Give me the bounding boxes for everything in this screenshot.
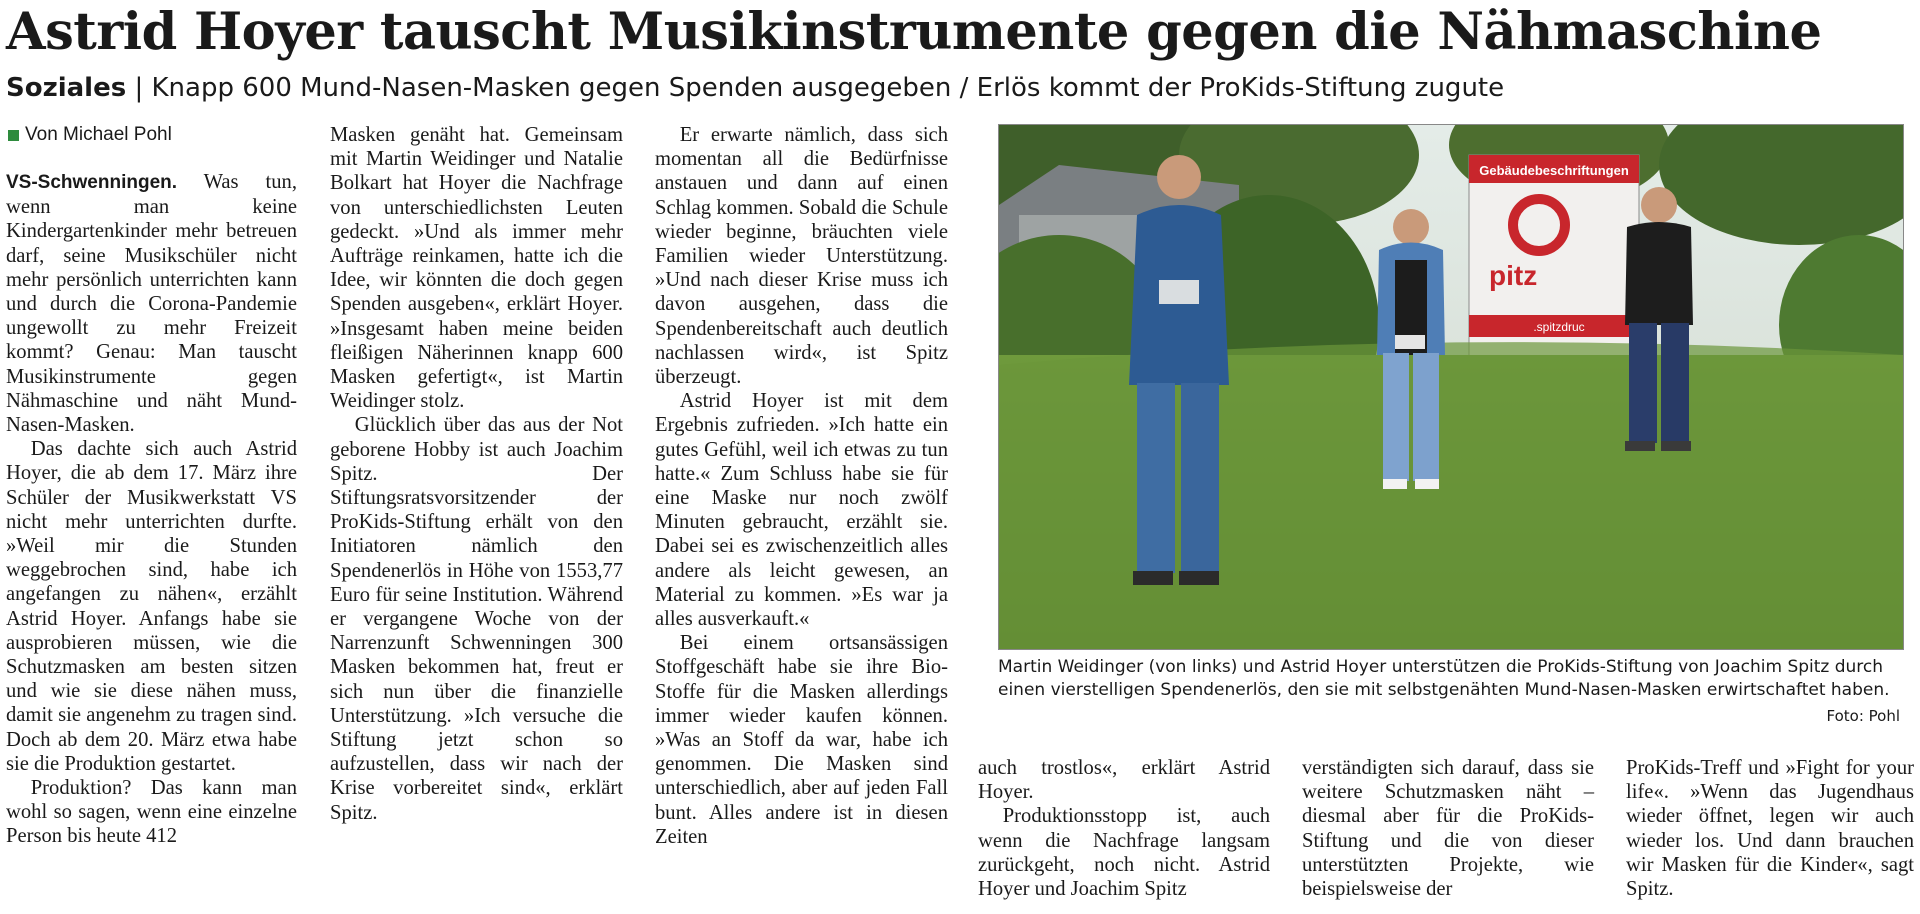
article-column-4 (978, 756, 1270, 901)
paragraph: Bei einem ortsansässigen Stoffgeschäft habe sie ihre Bio-Stoffe für die Masken allerdings immer wieder kaufen können. »Was an Stoff da war, habe ich genommen. Die Masken sind unterschiedlich, aber auf jeden Fall bunt. Alles andere ist in diesen Zeiten (655, 632, 948, 848)
article-column-3 (655, 123, 948, 849)
photo-illustration (999, 125, 1903, 649)
paragraph: auch trostlos«, erklärt Astrid Hoyer. (978, 757, 1270, 804)
article-photo (998, 124, 1904, 650)
paragraph: Das dachte sich auch Astrid Hoyer, die ab dem 17. März ihre Schüler der Musikwerkstatt VS nicht mehr unterrichten durfte. »Weil mir die Stunden weggebrochen sind, habe ich angefangen zu nähen«, erzählt Astrid Hoyer. Anfangs habe sie ausprobieren müssen, wie die Schutzmasken am besten sitzen und wie sie diese nähen muss, damit sie angenehm zu tragen sind. Doch ab dem 20. März etwa habe sie die Produktion gestartet. (6, 438, 297, 775)
paragraph: Masken genäht hat. Gemeinsam mit Martin Weidinger und Natalie Bolkart hat Hoyer die Nachfrage von unterschiedlichsten Leuten gedeckt. »Und als immer mehr Aufträge reinkamen, hatte ich die Idee, wir könnten die doch gegen Spenden ausgeben«, erklärt Hoyer. »Insgesamt haben meine beiden fleißigen Näherinnen knapp 600 Masken gefertigt«, ist Martin Weidinger stolz. (330, 124, 623, 413)
paragraph: Produktionsstopp ist, auch wenn die Nachfrage langsam zurückgeht, noch nicht. Astrid Hoyer und Joachim Spitz (978, 805, 1270, 901)
sign-logo: pitz (1489, 260, 1538, 291)
kicker-separator: | (134, 73, 144, 103)
paragraph: VS-Schwenningen. Was tun, wenn man keine Kindergartenkinder mehr betreuen darf, seine Musikschüler nicht mehr persönlich unterrichten kann und durch die Corona-Pandemie ungewollt zu mehr Freizeit kommt? Genau: Man tauscht Musikinstrumente gegen Nähmaschine und näht Mund-Nasen-Masken. (6, 171, 297, 437)
article-column-5 (1302, 756, 1594, 901)
article-column-2 (330, 123, 623, 825)
photo-credit: Foto: Pohl (1826, 707, 1900, 725)
article-headline: Astrid Hoyer tauscht Musikinstrumente gegen die Nähmaschine (6, 2, 1822, 62)
dateline: VS-Schwenningen. (6, 172, 178, 193)
paragraph: ProKids-Treff und »Fight for your life«. »Wenn das Jugendhaus wieder öffnet, legen wir auch wieder los. Und dann brauchen wir Masken für die Kinder«, sagt Spitz. (1626, 757, 1914, 901)
article-subheadline (6, 70, 1504, 106)
paragraph: verständigten sich darauf, dass sie weitere Schutzmasken näht – diesmal aber für die ProKids-Stiftung und die von dieser unterstützten Projekte, wie beispielsweise der (1302, 757, 1594, 901)
article-column-6 (1626, 756, 1914, 901)
paragraph: Glücklich über das aus der Not geborene Hobby ist auch Joachim Spitz. Der Stiftungsratsvorsitzender der ProKids-Stiftung erhält von den Initiatoren nämlich den Spendenerlös in Höhe von 1553,77 Euro für seine Institution. Während er vergangene Woche von der Narrenzunft Schwenningen 300 Masken bekommen hat, freut er sich nun über die finanzielle Unterstützung. »Ich versuche die Stiftung jetzt schon so aufzustellen, dass wir nach der Krise vorbereitet sind«, erklärt Spitz. (330, 414, 623, 824)
byline (8, 122, 172, 148)
photo-caption: Martin Weidinger (von links) und Astrid Hoyer unterstützen die ProKids-Stiftung von Joachim Spitz durch einen vierstelligen Spendenerlös, den sie mit selbstgenähten Mund-Nasen-Masken erwirtschaftet haben. (998, 657, 1890, 700)
sign-title: Gebäudebeschriftungen (1479, 163, 1629, 178)
article-column-1 (6, 170, 297, 849)
paragraph: Er erwarte nämlich, dass sich momentan all die Bedürfnisse anstauen und dann auf einen Schlag kommen. Sobald die Schule wieder beginne, bräuchten viele Familien wieder Unterstützung. »Und nach dieser Krise muss ich davon ausgehen, dass die Spendenbereitschaft auch deutlich nachlassen wird«, ist Spitz überzeugt. (655, 124, 948, 389)
section-kicker: Soziales (6, 73, 127, 103)
paragraph: Produktion? Das kann man wohl so sagen, wenn eine einzelne Person bis heute 412 (6, 777, 297, 848)
paragraph: Astrid Hoyer ist mit dem Ergebnis zufrieden. »Ich hatte ein gutes Gefühl, weil ich etwas zu tun hatte.« Zum Schluss habe sie für eine Maske nur noch zwölf Minuten gebraucht, erzählt sie. Dabei sei es zwischenzeitlich alles andere als leicht gewesen, an Material zu kommen. »Es war ja alles ausverkauft.« (655, 390, 948, 631)
sign-url: .spitzdruc (1533, 320, 1585, 334)
subheadline-text: Knapp 600 Mund-Nasen-Masken gegen Spenden ausgegeben / Erlös kommt der ProKids-Stiftung zugute (151, 73, 1505, 103)
byline-author: Von Michael Pohl (25, 124, 172, 145)
byline-square-icon (8, 130, 19, 141)
